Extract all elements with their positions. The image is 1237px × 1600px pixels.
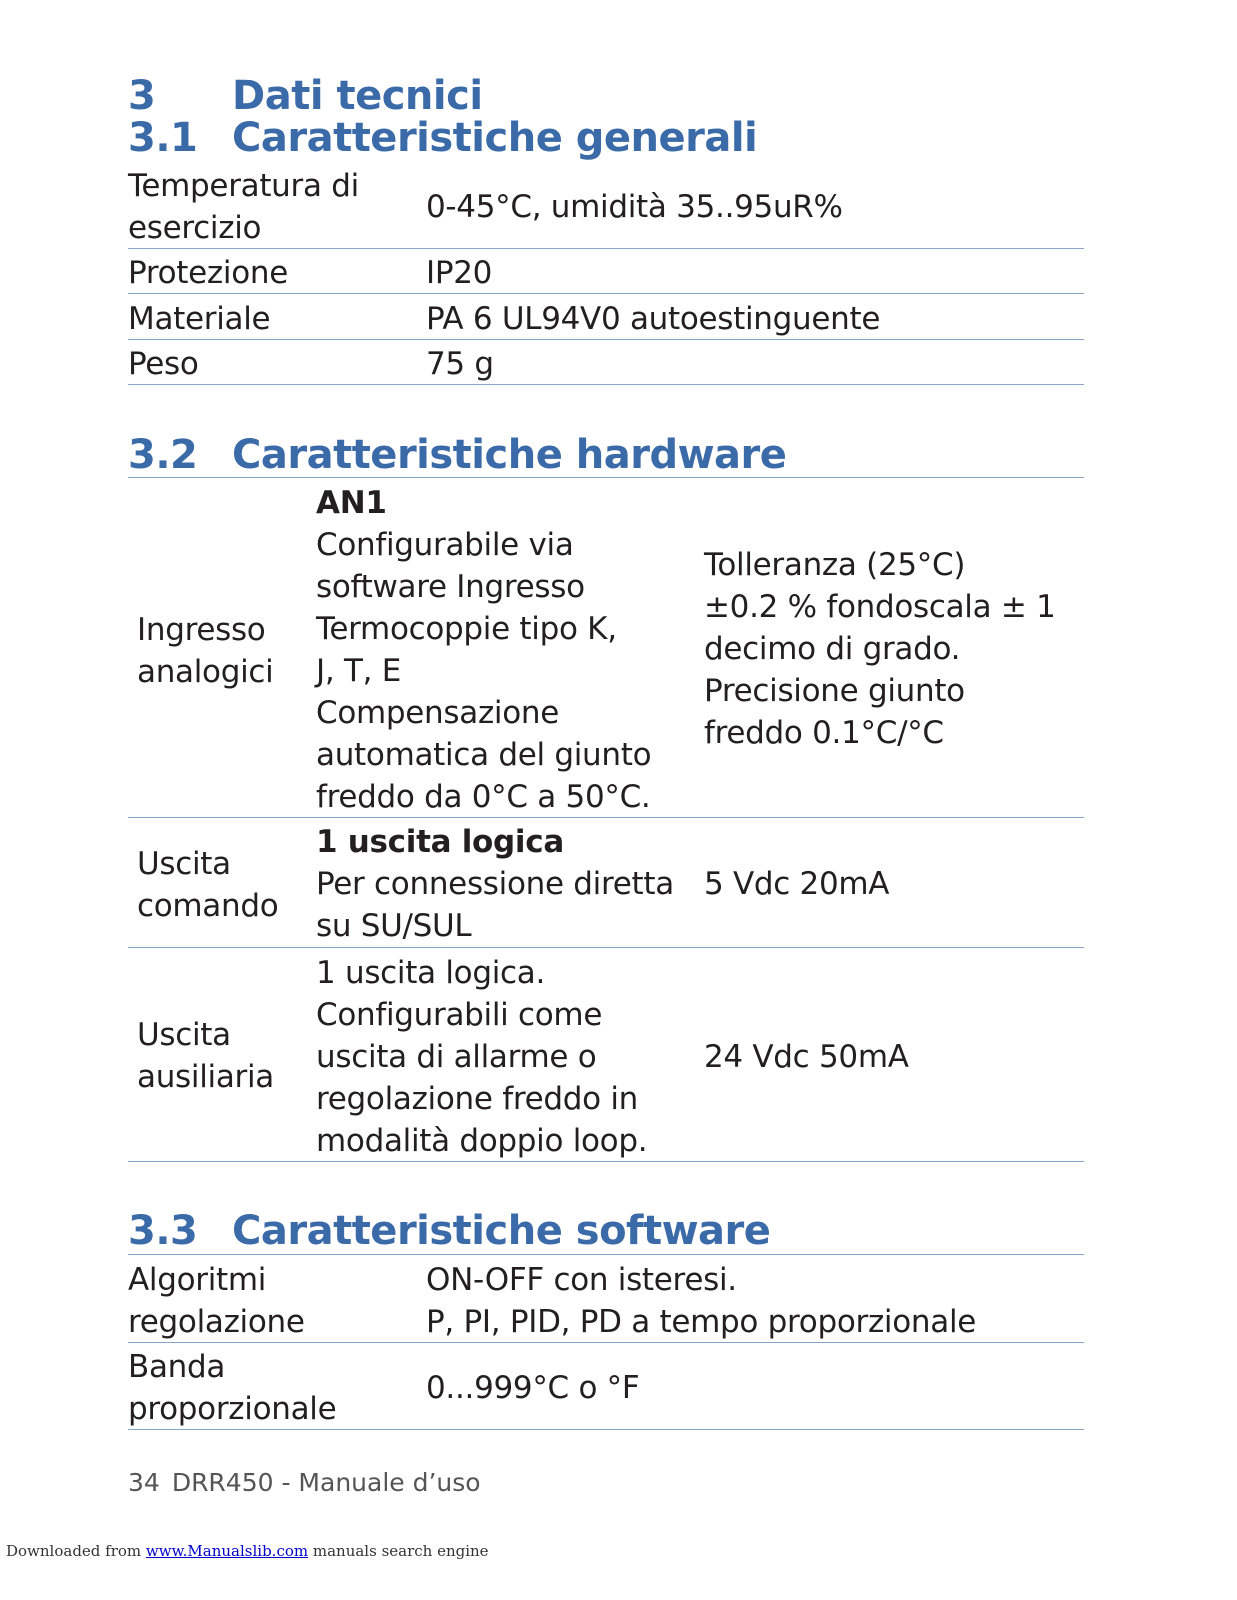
spec-label: proporzionale bbox=[128, 1391, 337, 1427]
spec-desc-title: AN1 bbox=[316, 485, 387, 521]
spec-value: Precisione giunto bbox=[704, 673, 965, 709]
spec-desc: Configurabili come bbox=[316, 997, 603, 1033]
row-divider bbox=[128, 384, 1084, 385]
spec-desc: J, T, E bbox=[316, 653, 401, 689]
spec-label: Uscita bbox=[137, 1017, 231, 1053]
spec-label: Materiale bbox=[128, 301, 271, 337]
heading-rule bbox=[128, 1254, 1084, 1255]
manualslib-link[interactable]: www.Manualslib.com bbox=[145, 1542, 309, 1560]
spec-label: esercizio bbox=[128, 210, 262, 246]
section-heading-3-2 bbox=[128, 433, 786, 477]
spec-desc: Configurabile via bbox=[316, 527, 574, 563]
spec-label: Peso bbox=[128, 346, 199, 382]
spec-desc: Per connessione diretta bbox=[316, 866, 674, 902]
section-title: Caratteristiche generali bbox=[232, 115, 758, 161]
row-divider bbox=[128, 947, 1084, 948]
download-notice bbox=[6, 1542, 489, 1560]
spec-desc: Compensazione bbox=[316, 695, 560, 731]
download-suffix: manuals search engine bbox=[308, 1542, 489, 1560]
spec-value: ON-OFF con isteresi. bbox=[426, 1262, 737, 1298]
spec-value: 0-45°C, umidità 35..95uR% bbox=[426, 189, 843, 225]
spec-label: Ingresso bbox=[137, 612, 266, 648]
heading-rule bbox=[128, 477, 1084, 478]
spec-label: Banda bbox=[128, 1349, 226, 1385]
spec-label: ausiliaria bbox=[137, 1059, 274, 1095]
section-heading-3-3 bbox=[128, 1209, 770, 1253]
spec-desc: modalità doppio loop. bbox=[316, 1123, 648, 1159]
spec-value: ±0.2 % fondoscala ± 1 bbox=[704, 589, 1056, 625]
section-heading-3 bbox=[128, 74, 483, 118]
spec-label: Protezione bbox=[128, 255, 288, 291]
spec-desc: freddo da 0°C a 50°C. bbox=[316, 779, 651, 815]
spec-value: 0...999°C o °F bbox=[426, 1370, 640, 1406]
spec-value: 75 g bbox=[426, 346, 494, 382]
spec-desc: Termocoppie tipo K, bbox=[316, 611, 617, 647]
section-number: 3 bbox=[128, 73, 156, 119]
row-divider bbox=[128, 339, 1084, 340]
row-divider bbox=[128, 1342, 1084, 1343]
spec-label: Temperatura di bbox=[128, 168, 359, 204]
spec-label: Uscita bbox=[137, 846, 231, 882]
section-title: Caratteristiche hardware bbox=[232, 432, 787, 478]
section-number: 3.1 bbox=[128, 115, 198, 161]
row-divider bbox=[128, 1161, 1084, 1162]
spec-label: comando bbox=[137, 888, 279, 924]
spec-desc: automatica del giunto bbox=[316, 737, 652, 773]
spec-value: 24 Vdc 50mA bbox=[704, 1039, 909, 1075]
page-footer bbox=[128, 1468, 481, 1497]
section-number: 3.2 bbox=[128, 432, 198, 478]
spec-desc: 1 uscita logica. bbox=[316, 955, 546, 991]
spec-desc: regolazione freddo in bbox=[316, 1081, 639, 1117]
download-prefix: Downloaded from bbox=[6, 1542, 146, 1560]
row-divider bbox=[128, 293, 1084, 294]
spec-value: Tolleranza (25°C) bbox=[704, 547, 966, 583]
spec-desc-title: 1 uscita logica bbox=[316, 824, 564, 860]
spec-value: P, PI, PID, PD a tempo proporzionale bbox=[426, 1304, 977, 1340]
spec-desc: su SU/SUL bbox=[316, 908, 472, 944]
row-divider bbox=[128, 248, 1084, 249]
spec-value: PA 6 UL94V0 autoestinguente bbox=[426, 301, 881, 337]
section-heading-3-1 bbox=[128, 116, 757, 160]
footer-title: DRR450 - Manuale d’uso bbox=[171, 1468, 481, 1497]
section-number: 3.3 bbox=[128, 1208, 198, 1254]
spec-value: IP20 bbox=[426, 255, 493, 291]
spec-label: analogici bbox=[137, 654, 274, 690]
spec-label: Algoritmi bbox=[128, 1262, 267, 1298]
page-number: 34 bbox=[128, 1468, 160, 1497]
row-divider bbox=[128, 817, 1084, 818]
row-divider bbox=[128, 1429, 1084, 1430]
spec-value: freddo 0.1°C/°C bbox=[704, 715, 944, 751]
spec-desc: software Ingresso bbox=[316, 569, 585, 605]
section-title: Dati tecnici bbox=[232, 73, 483, 119]
section-title: Caratteristiche software bbox=[232, 1208, 771, 1254]
spec-value: decimo di grado. bbox=[704, 631, 961, 667]
spec-desc: uscita di allarme o bbox=[316, 1039, 597, 1075]
spec-label: regolazione bbox=[128, 1304, 305, 1340]
spec-value: 5 Vdc 20mA bbox=[704, 866, 890, 902]
